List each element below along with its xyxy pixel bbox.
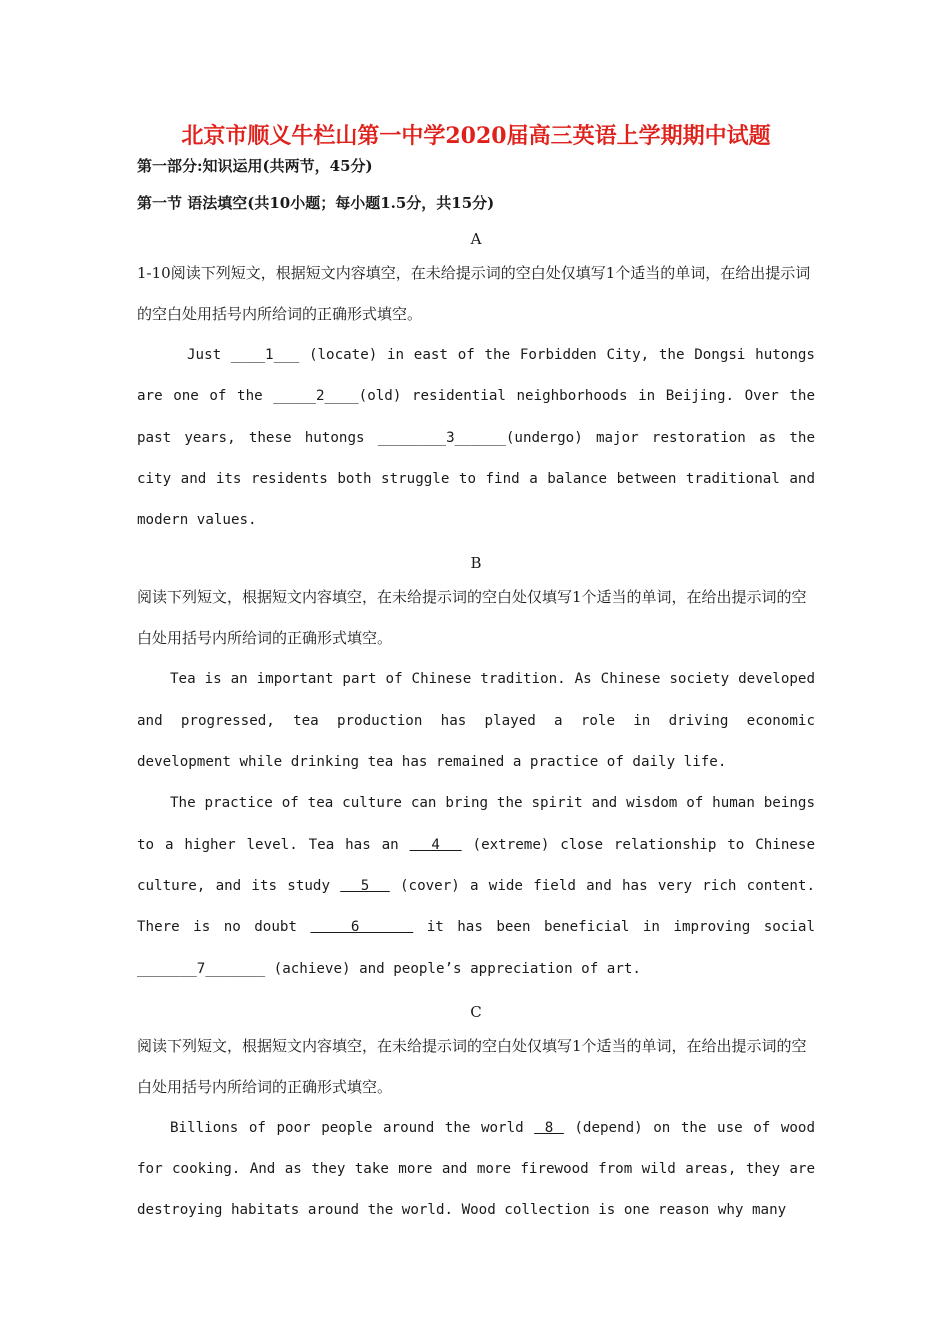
blank-2: _____2____ [273, 388, 359, 405]
blank-5: 5 [340, 877, 390, 894]
passage-b-label: B [470, 554, 482, 573]
part-heading: 第一部分:知识运用(共两节，45分) [137, 157, 373, 175]
blank-7: _______7_______ [137, 960, 266, 977]
text-run: Just [187, 347, 231, 363]
text-run: (old) residential neighborhoods in Beijing. Over the past years, these hutongs [137, 388, 816, 446]
text-run: The practice of tea culture can bring the spirit and wisdom of human beings to a higher level. Tea has an [137, 795, 815, 853]
blank-4: 4 [409, 836, 462, 853]
passage-b-paragraph-2 [137, 783, 815, 989]
text-run: it has been beneficial in improving social [413, 919, 815, 936]
text-run: (locate) in east of the Forbidden City, the Dongsi hutongs are one of the [137, 347, 815, 405]
passage-a-instruction: 1-10阅读下列短文，根据短文内容填空，在未给提示词的空白处仅填写1个适当的单词，在给出提示词的空白处用括号内所给词的正确形式填空。 [137, 264, 811, 323]
text-run: (extreme) close relationship to Chinese culture, and its study [137, 836, 815, 894]
text-run: Billions of poor people around the world [170, 1119, 535, 1136]
passage-b-paragraph-1: Tea is an important part of Chinese tradition. As Chinese society developed and progressed, tea production has played a role in driving economic development while drinking tea has remained a practice of daily life. [137, 671, 815, 771]
text-run: (undergo) major restoration as the city and its residents both struggle to find a balance between traditional and modern values. [137, 429, 815, 529]
text-run: (achieve) and people’s appreciation of art. [265, 960, 641, 977]
document-page [137, 120, 815, 1232]
section-heading: 第一节 语法填空(共10小题；每小题1.5分，共15分) [137, 194, 495, 212]
blank-6: 6 [310, 919, 414, 936]
passage-b-instruction: 阅读下列短文，根据短文内容填空，在未给提示词的空白处仅填写1个适当的单词，在给出提示词的空白处用括号内所给词的正确形式填空。 [137, 588, 807, 648]
passage-c-label: C [470, 1002, 482, 1021]
blank-1: ____1___ [230, 347, 300, 363]
text-run: (cover) a wide field and has very rich content. There is no doubt [137, 877, 816, 936]
blank-8: 8 [534, 1119, 564, 1136]
passage-a-label: A [470, 230, 482, 248]
blank-3: ________3______ [377, 429, 506, 446]
passage-a-text [137, 335, 815, 541]
page-title: 北京市顺义牛栏山第一中学2020届高三英语上学期期中试题 [181, 123, 771, 149]
passage-c-text [137, 1108, 815, 1232]
text-run: (depend) on the use of wood for cooking. And as they take more and more firewood from wild areas, they are destroying habitats around the world. Wood collection is one reason why many [137, 1119, 815, 1219]
passage-c-instruction: 阅读下列短文，根据短文内容填空，在未给提示词的空白处仅填写1个适当的单词，在给出提示词的空白处用括号内所给词的正确形式填空。 [137, 1036, 807, 1096]
